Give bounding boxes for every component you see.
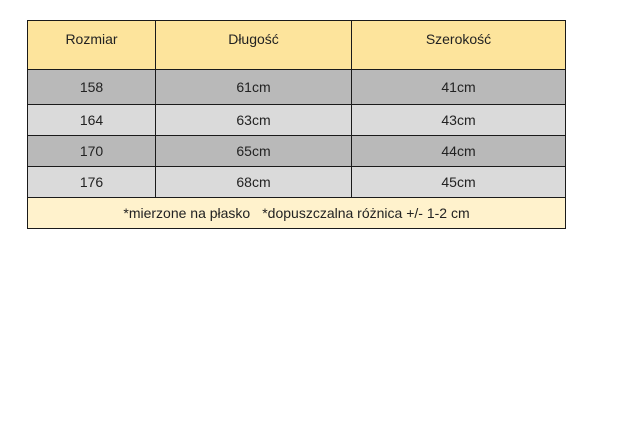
table-header-row	[28, 21, 566, 70]
cell-size: 176	[28, 167, 156, 198]
header-dlugosc: Długość	[156, 21, 352, 70]
note-tolerance: *dopuszczalna różnica +/- 1-2 cm	[262, 205, 470, 221]
cell-length: 63cm	[156, 105, 352, 136]
cell-size: 170	[28, 136, 156, 167]
table-note-row	[28, 198, 566, 229]
cell-size: 158	[28, 70, 156, 105]
table-row	[28, 105, 566, 136]
cell-length: 68cm	[156, 167, 352, 198]
header-rozmiar: Rozmiar	[28, 21, 156, 70]
table-row	[28, 167, 566, 198]
table-row	[28, 136, 566, 167]
note-flat-measure: *mierzone na płasko	[123, 205, 251, 221]
cell-width: 43cm	[352, 105, 566, 136]
header-szerokosc: Szerokość	[352, 21, 566, 70]
measurement-note	[28, 198, 566, 229]
cell-size: 164	[28, 105, 156, 136]
cell-width: 41cm	[352, 70, 566, 105]
cell-width: 44cm	[352, 136, 566, 167]
cell-length: 65cm	[156, 136, 352, 167]
cell-length: 61cm	[156, 70, 352, 105]
cell-width: 45cm	[352, 167, 566, 198]
table-row	[28, 70, 566, 105]
size-chart-table	[27, 20, 566, 229]
